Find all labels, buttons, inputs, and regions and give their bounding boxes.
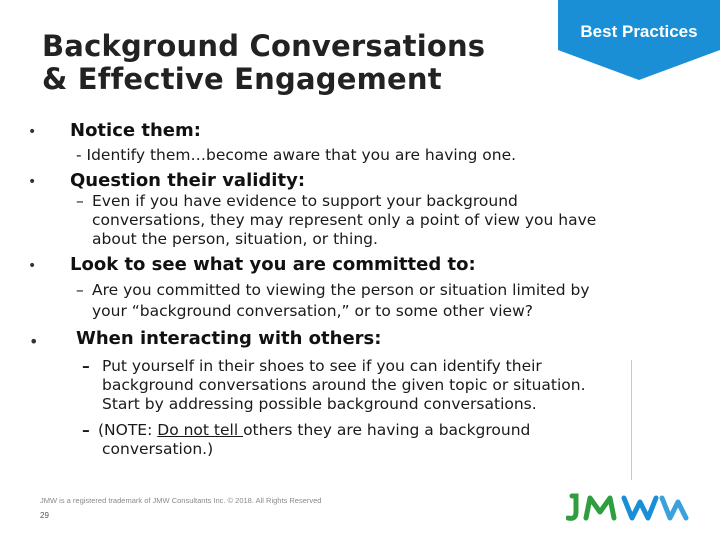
committed-line-2: your “background conversation,” or to some other view? — [92, 302, 534, 320]
notice-line-1: - Identify them…become aware that you are having one. — [76, 146, 517, 164]
interacting-item1-line-2: background conversations around the given topic or situation. — [102, 376, 586, 394]
heading-interacting: When interacting with others: — [76, 328, 382, 349]
slide-title — [42, 30, 485, 96]
question-line-3: about the person, situation, or thing. — [92, 230, 378, 248]
page-number: 29 — [40, 511, 49, 520]
committed-line-1: Are you committed to viewing the person or situation limited by — [92, 281, 590, 299]
divider-line — [631, 360, 632, 480]
title-line-2: & Effective Engagement — [42, 62, 442, 96]
interacting-item2-line-1 — [98, 421, 530, 440]
question-line-1: Even if you have evidence to support your background — [92, 192, 518, 210]
heading-committed: Look to see what you are committed to: — [70, 254, 476, 275]
bullet-3: • — [28, 258, 37, 274]
interacting-item1-line-1: Put yourself in their shoes to see if you can identify their — [102, 357, 542, 375]
interacting-item1-line-3: Start by addressing possible background conversations. — [102, 395, 537, 413]
heading-notice: Notice them: — [70, 120, 201, 141]
bullet-4: • — [29, 332, 39, 351]
dash-4a: – — [82, 357, 90, 375]
question-line-2: conversations, they may represent only a point of view you have — [92, 211, 597, 229]
footer-trademark: JMW is a registered trademark of JMW Consultants Inc. © 2018. All Rights Reserved — [40, 496, 322, 505]
note-rest: others they are having a background — [243, 421, 531, 439]
dash-3: – — [76, 281, 84, 299]
jmw-logo — [566, 490, 691, 524]
best-practices-badge — [558, 0, 720, 80]
bullet-2: • — [28, 174, 37, 190]
dash-2: – — [76, 192, 84, 210]
dash-4b: – — [82, 421, 90, 439]
bullet-1: • — [28, 124, 37, 140]
interacting-item2-line-2: conversation.) — [102, 440, 214, 458]
title-line-1: Background Conversations — [42, 29, 486, 63]
note-prefix: (NOTE: — [98, 421, 158, 439]
heading-question: Question their validity: — [70, 170, 306, 191]
note-underlined: Do not tell — [157, 421, 244, 439]
badge-label: Best Practices — [580, 22, 698, 41]
